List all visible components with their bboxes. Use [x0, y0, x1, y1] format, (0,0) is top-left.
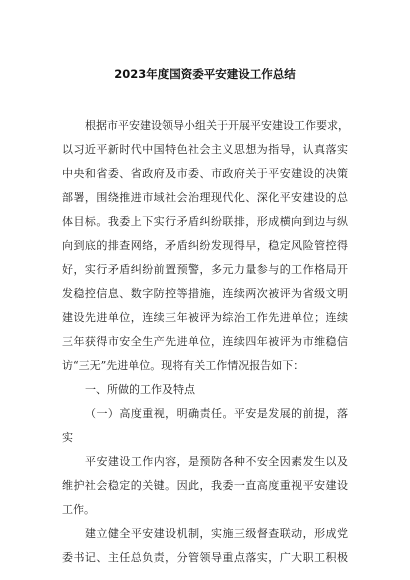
- body-line: 建立健全平安建设机制，实施三级督查联动，形成党: [85, 527, 348, 540]
- body-line: 部署，围绕推进市域社会治理现代化、深化平安建设的总: [62, 191, 348, 204]
- body-line: 中央和省委、省政府及市委、市政府关于平安建设的决策: [62, 167, 348, 180]
- body-line: 根据市平安建设领导小组关于开展平安建设工作要求，: [85, 119, 349, 132]
- subsection-heading: （一）高度重视，明确责任。平安是发展的前提，落: [85, 407, 348, 420]
- body-line: 向到底的排查网络，矛盾纠纷发现得早，稳定风险管控得: [62, 239, 348, 252]
- section-heading: 一、所做的工作及特点: [85, 383, 195, 396]
- document-title: 2023年度国资委平安建设工作总结: [114, 67, 296, 81]
- body-line: 发稳控信息、数字防控等措施，连续两次被评为省级文明: [62, 287, 348, 300]
- body-line: 体目标。我委上下实行矛盾纠纷联排，形成横向到边与纵: [62, 215, 348, 228]
- body-line: 建设先进单位，连续三年被评为综治工作先进单位；连续: [62, 311, 348, 324]
- subsection-heading: 实: [62, 431, 73, 444]
- body-line: 平安建设工作内容，是预防各种不安全因素发生以及: [85, 455, 348, 468]
- body-line: 三年获得市安全生产先进单位，连续四年被评为市维稳信: [62, 335, 348, 348]
- body-line: 好，实行矛盾纠纷前置预警，多元力量参与的工作格局开: [62, 263, 348, 276]
- body-line: 委书记、主任总负责，分管领导重点落实，广大职工积极: [62, 551, 348, 564]
- body-line: 以习近平新时代中国特色社会主义思想为指导，认真落实: [62, 143, 348, 156]
- body-line: 工作。: [62, 503, 95, 516]
- body-line: 维护社会稳定的关键。因此，我委一直高度重视平安建设: [62, 479, 348, 492]
- body-line: 访“三无”先进单位。现将有关工作情况报告如下：: [62, 359, 305, 372]
